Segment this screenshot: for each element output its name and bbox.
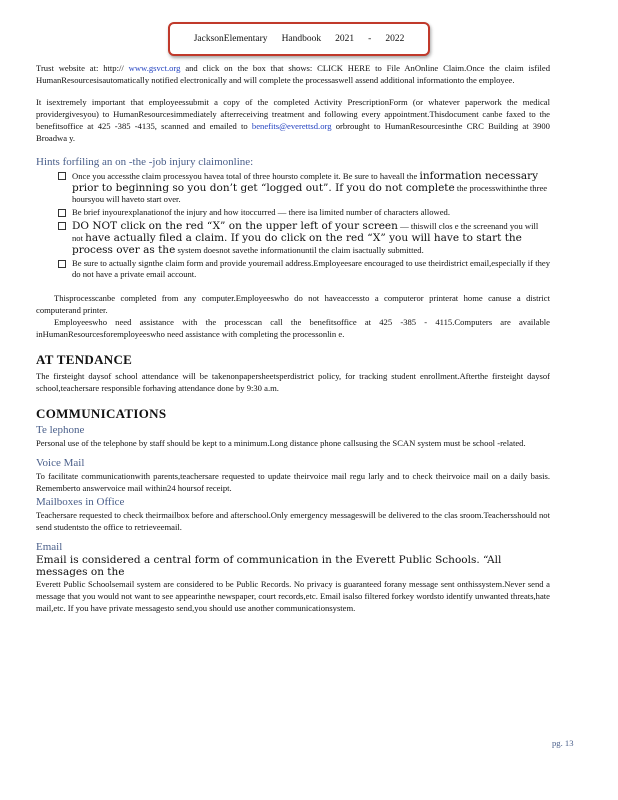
checkbox-bullet-icon: [58, 209, 66, 217]
hint-text: Be sure to actually signthe claim form and provide youremail address.Employeesare encouraged to use theirdistrict email,especially if they do not have a private email account.: [72, 258, 550, 279]
intro-paragraph-1: [36, 62, 550, 86]
document-type: Handbook: [281, 34, 322, 44]
intro-paragraph-2: [36, 96, 550, 144]
hint-item: [72, 170, 550, 205]
hint-text: system doesnot savethe informationuntil the claim isactually submitted.: [177, 245, 424, 255]
telephone-paragraph: Personal use of the telephone by staff should be kept to a minimum.Long distance phone callsusing the SCAN system must be school -related.: [36, 438, 526, 448]
attendance-heading: AT TENDANCE: [36, 352, 133, 367]
mailboxes-title: Mailboxes in Office: [36, 496, 125, 508]
checkbox-bullet-icon: [58, 172, 66, 180]
trust-website-link[interactable]: www.gsvct.org: [128, 63, 181, 73]
year-end: 2022: [385, 34, 405, 44]
hint-text: the processwithinthe three hoursyou will haveto start over.: [72, 183, 548, 204]
hint-item: [72, 258, 550, 280]
hint-text: — thiswill clos e the screenand you will not: [72, 221, 539, 243]
email-title: Email: [36, 541, 63, 553]
email-lead: Email is considered a central form of communication in the Everett Public Schools. “All messages on the: [36, 554, 502, 578]
page-content: [36, 62, 550, 614]
hint-emphasis: have actually filed a claim. If you do click on the red “X” you will have to start the process over as the: [72, 232, 522, 256]
process-paragraph-2: Employeeswho need assistance with the processcan call the benefitsoffice at 425 -385 - 4115.Computers are available inHumanResourcesforemployeeswho need assistance with completing the processonlin e.: [36, 317, 550, 339]
hints-title: Hints forfiling an on -the -job injury claimonline:: [36, 156, 254, 168]
intro-text: It isextremely important that employeessubmit a copy of the completed Activity PrescriptionForm (or whatever paperwork the medical providergivesyou) to HumanResourcesimmediately afterreceiving treatment and following every appointment.Thisdocument canbe faxed to the benefitsoffice at 425 -385 -4135, scanned and emailed to: [36, 97, 550, 131]
checkbox-bullet-icon: [58, 222, 66, 230]
hint-item: [72, 220, 550, 256]
hint-text: Be brief inyourexplanationof the injury and how itoccurred — there isa limited number of characters allowed.: [72, 207, 450, 217]
mailboxes-paragraph: Teachersare requested to check theirmailbox before and afterschool.Only emergency messageswill be delivered to the clas sroom.Teachersshould not send studentsto the office to retrieveemail.: [36, 510, 550, 532]
year-dash: -: [368, 34, 372, 44]
process-paragraph-1: Thisprocesscanbe completed from any computer.Employeeswho do not haveaccessto a computeror printerat home canuse a district computerand printer.: [36, 293, 550, 315]
voicemail-title: Voice Mail: [36, 457, 85, 469]
handbook-header: [168, 22, 430, 56]
voicemail-paragraph: To facilitate communicationwith parents,teachersare requested to update theirvoice mail regu larly and to check theirvoice mail on a daily basis. Rememberto answervoice mail within24 hoursof receipt.: [36, 471, 550, 493]
email-paragraph: Everett Public Schoolsemail system are considered to be Public Records. No privacy is guaranteed forany message sent onthissystem.Never send a message that you would not want to see appearinthe newspaper, court records,etc. Email isalso filtered forkey wordsto identify unwanted threats,hate mail,etc. If you have private messagesto send,you should use another communicationsystem.: [36, 579, 550, 613]
hint-emphasis: information necessary prior to beginning so you don’t get “logged out”. If you do not complete: [72, 170, 539, 194]
benefits-email-link[interactable]: benefits@everettsd.org: [251, 121, 332, 131]
intro-text: Trust website at: http://: [36, 63, 124, 73]
year-start: 2021: [335, 34, 355, 44]
hint-emphasis: DO NOT click on the red “X” on the upper left of your screen: [72, 220, 398, 232]
telephone-title: Te lephone: [36, 424, 85, 436]
school-name: JacksonElementary: [193, 34, 268, 44]
intro-text: and click on the box that shows: CLICK HERE to File AnOnline Claim.Once the claim isfiled HumanResourcesisautomatically notified electronically and will complete the processaswell assend additional informationto the employee.: [36, 63, 551, 85]
hint-item: [72, 207, 550, 218]
attendance-paragraph: The firsteight daysof school attendance will be takenonpapersheetsperdistrict policy, for tracking student enrollment.Afterthe firsteight daysof school,teachersare responsible forhaving attendance done by 9:30 a.m.: [36, 371, 550, 393]
intro-text: orbrought to HumanResourcesinthe CRC Building at 3900 Broadwa y.: [36, 121, 550, 143]
checkbox-bullet-icon: [58, 260, 66, 268]
communications-heading: COMMUNICATIONS: [36, 406, 167, 421]
page-number: pg. 13: [552, 738, 574, 748]
hints-list: [36, 170, 550, 280]
hint-text: Once you accessthe claim processyou havea total of three hoursto complete it. Be sure to haveall the: [72, 171, 418, 181]
